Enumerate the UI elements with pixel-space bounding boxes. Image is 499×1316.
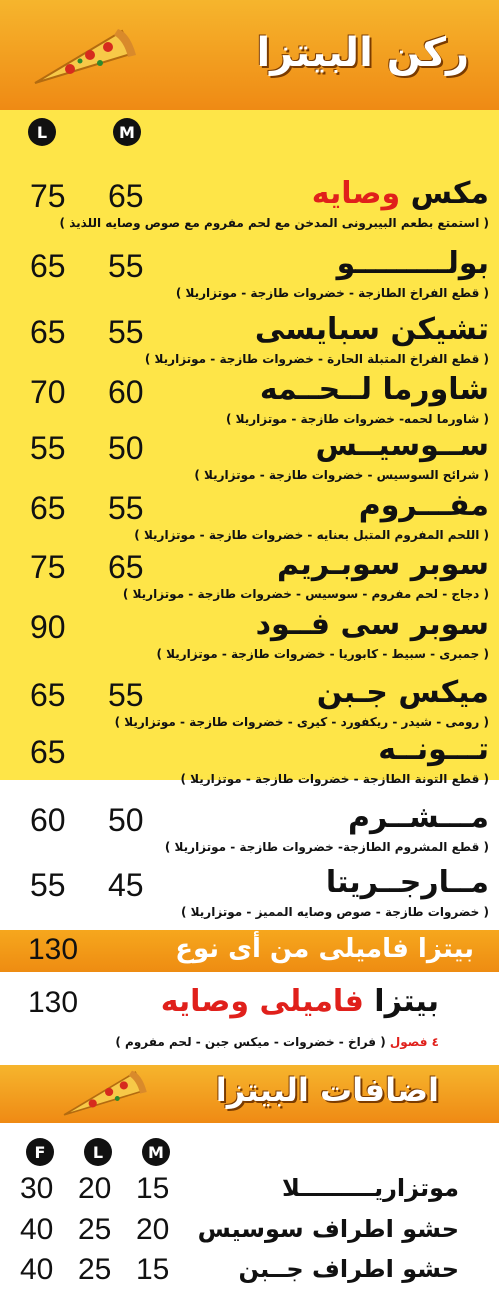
price-m: 50 — [108, 802, 144, 838]
item-name: تـــونــه — [378, 732, 489, 767]
price-l: 75 — [30, 549, 66, 585]
additions-title: اضافات البيتزا — [215, 1071, 439, 1109]
price-f: 30 — [20, 1172, 54, 1205]
price-f: 40 — [20, 1213, 54, 1246]
pizza-slice-icon — [60, 1067, 150, 1121]
price-l: 70 — [30, 374, 66, 410]
item-name: ميكس جـبن — [316, 675, 489, 710]
item-desc: ( استمتع بطعم البيبرونى المدخن مع لحم مفروم مع صوص وصايه اللذيذ ) — [59, 216, 489, 230]
price-l: 75 — [30, 178, 66, 214]
price-m: 55 — [108, 677, 144, 713]
price-m: 55 — [108, 248, 144, 284]
addition-name: حشو اطراف جــبن — [238, 1255, 459, 1283]
price-f: 40 — [20, 1253, 54, 1286]
family-wesaya-price: 130 — [28, 986, 79, 1019]
item-name: مكس وصايه — [311, 176, 489, 211]
addition-item — [0, 1172, 499, 1208]
price-m: 15 — [136, 1172, 170, 1205]
price-l: 60 — [30, 802, 66, 838]
addition-name: حشو اطراف سوسيس — [197, 1215, 459, 1243]
item-name: شاورما لــحــمه — [259, 372, 489, 407]
price-l: 20 — [78, 1172, 112, 1205]
family-wesaya-desc: ٤ فصول ( فراخ - خضروات - ميكس جبن - لحم مفروم ) — [115, 1035, 439, 1049]
price-l: 25 — [78, 1213, 112, 1246]
price-l: 65 — [30, 490, 66, 526]
price-l: 55 — [30, 430, 66, 466]
family-wesaya — [0, 980, 499, 1060]
family-any-bar — [0, 930, 499, 972]
pizza-slice-icon — [30, 25, 140, 90]
item-name: بولـــــــــو — [336, 246, 489, 281]
price-l: 25 — [78, 1253, 112, 1286]
family-any-price: 130 — [28, 933, 79, 966]
menu-title: ركن البيتزا — [256, 30, 469, 76]
item-name: سوبر سى فــود — [255, 607, 489, 642]
price-l: 65 — [30, 677, 66, 713]
item-desc: ( جمبرى - سبيط - كابوريا - خضروات طازجة - موتزاريلا ) — [156, 647, 489, 661]
item-desc: ( قطع المشروم الطازجة- خضروات طازجة - موتزاريلا ) — [164, 840, 489, 854]
price-m: 60 — [108, 374, 144, 410]
price-m: 20 — [136, 1213, 170, 1246]
price-l: 90 — [30, 609, 66, 645]
header-banner — [0, 0, 499, 110]
size-badge-f: F — [26, 1138, 54, 1166]
addition-name: موتزاريـــــــــلا — [282, 1174, 459, 1202]
size-badge-l: L — [28, 118, 56, 146]
price-m: 50 — [108, 430, 144, 466]
item-name: سوبر سوبـريم — [277, 547, 489, 582]
item-name: ســوسيــس — [315, 428, 489, 463]
price-l: 55 — [30, 867, 66, 903]
addition-item — [0, 1253, 499, 1289]
price-l: 65 — [30, 734, 66, 770]
item-name: تشيكن سبايسى — [254, 312, 489, 347]
size-badge-l: L — [84, 1138, 112, 1166]
size-badge-m: M — [113, 118, 141, 146]
price-l: 65 — [30, 314, 66, 350]
price-l: 65 — [30, 248, 66, 284]
price-m: 65 — [108, 178, 144, 214]
price-m: 45 — [108, 867, 144, 903]
item-desc: ( دجاج - لحم مفروم - سوسيس - خضروات طازجة - موتزاريلا ) — [122, 587, 489, 601]
price-m: 65 — [108, 549, 144, 585]
item-desc: ( قطع الفراخ الطازجة - خضروات طازجة - موتزاريلا ) — [175, 286, 489, 300]
family-any-name: بيتزا فاميلى من أى نوع — [175, 934, 474, 964]
item-desc: ( اللحم المفروم المتبل بعنايه - خضروات طازجة - موتزاريلا ) — [134, 528, 489, 542]
item-name: مـــشــرم — [347, 800, 489, 835]
item-desc: ( رومى - شيدر - ريكفورد - كيرى - خضروات طازجة - موتزاريلا ) — [114, 715, 489, 729]
addition-item — [0, 1213, 499, 1249]
family-wesaya-name: بيتزا فاميلى وصايه — [160, 984, 439, 1019]
item-name: مــارجــريتا — [325, 865, 489, 900]
price-m: 15 — [136, 1253, 170, 1286]
item-desc: ( خضروات طازجة - صوص وصايه المميز - موتزاريلا ) — [181, 905, 489, 919]
price-m: 55 — [108, 314, 144, 350]
price-m: 55 — [108, 490, 144, 526]
additions-banner — [0, 1065, 499, 1123]
item-desc: ( قطع الفراخ المتبلة الحارة - خضروات طازجة - موتزاريلا ) — [144, 352, 489, 366]
item-desc: ( قطع التونة الطازجة - خضروات طازجة - موتزاريلا ) — [180, 772, 489, 786]
item-desc: ( شرائح السوسيس - خضروات طازجة - موتزاريلا ) — [194, 468, 489, 482]
size-badge-m: M — [142, 1138, 170, 1166]
item-name: مفـــروم — [358, 488, 489, 523]
item-desc: ( شاورما لحمه- خضروات طازجة - موتزاريلا ) — [225, 412, 489, 426]
